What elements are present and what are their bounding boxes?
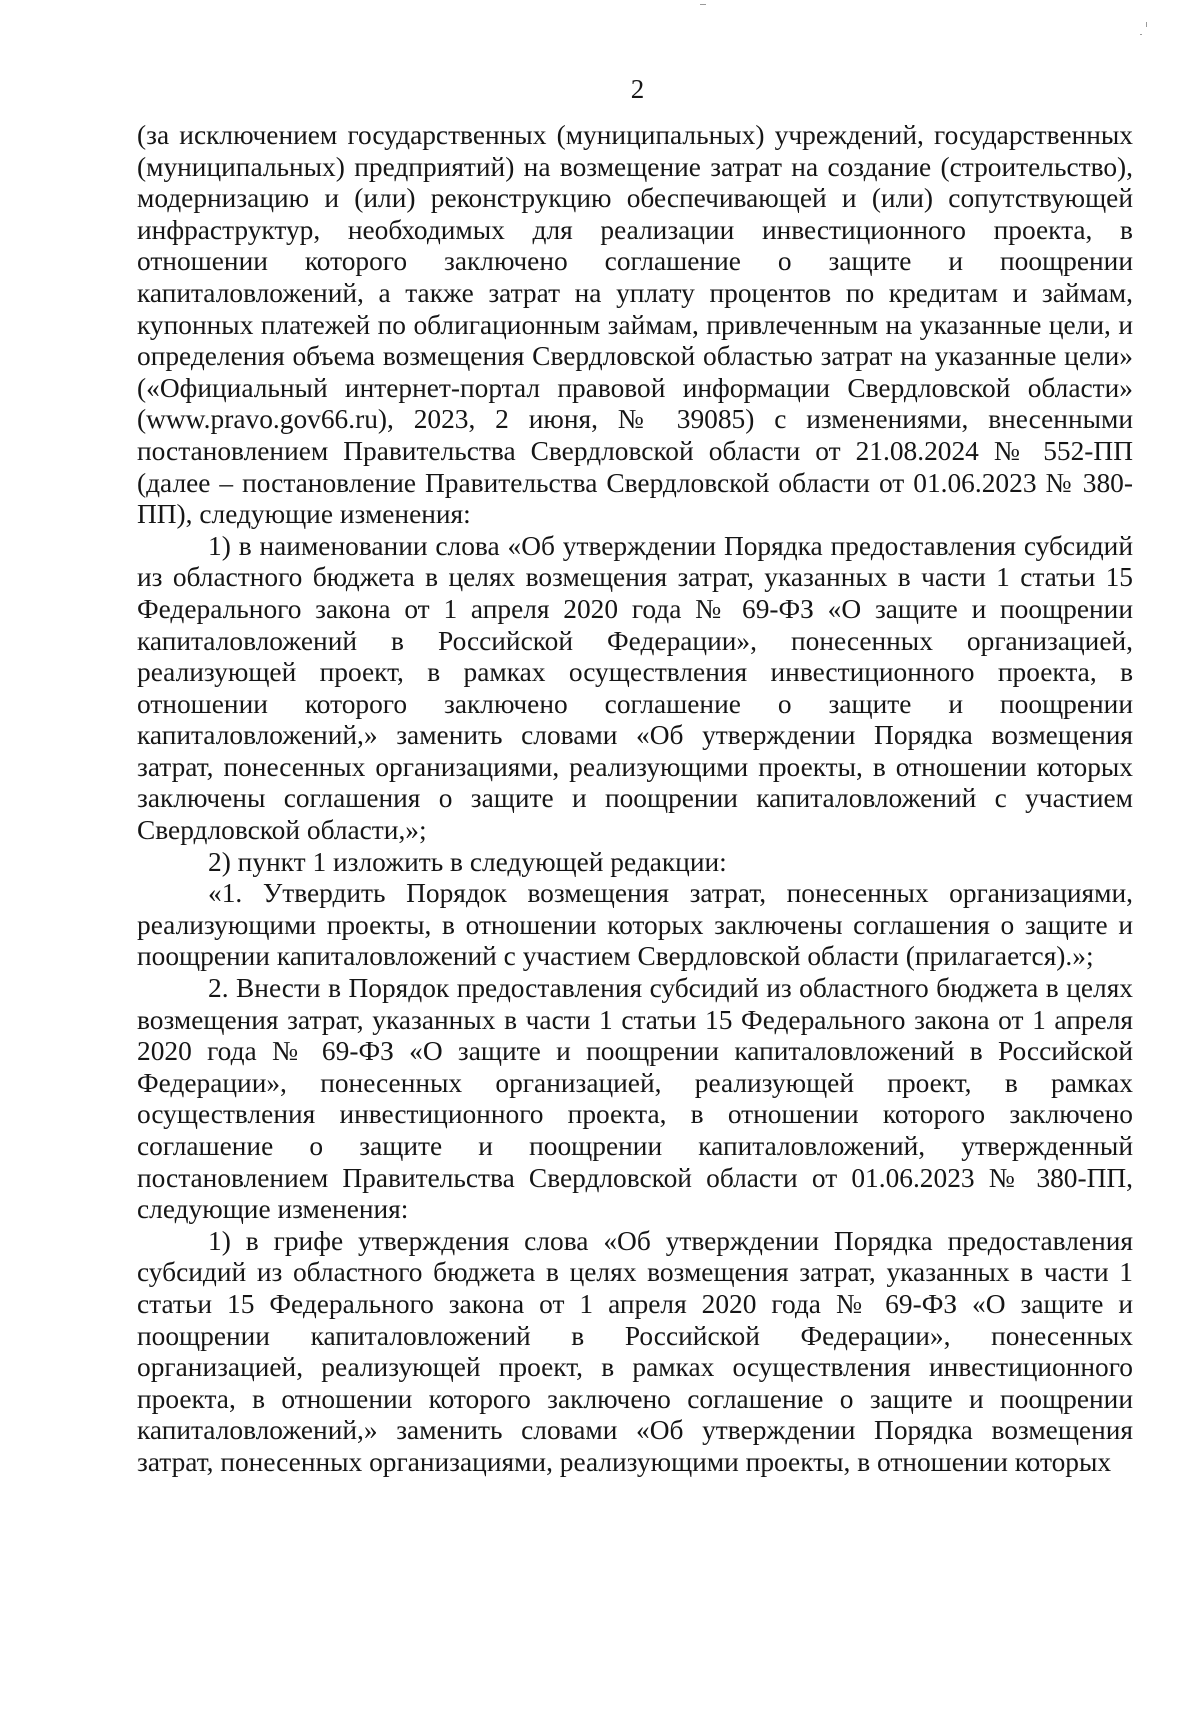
scan-artifact (1140, 34, 1142, 35)
section-2-item-1: 1) в грифе утверждения слова «Об утверждении Порядка предоставления субсидий из областного бюджета в целях возмещения затрат, указанных в части 1 статьи 15 Федерального закона от 1 апреля 2020 года № 69-ФЗ «О защите и поощрении капиталовложений в Российской Федерации», понесенных организацией, реализующей проект, в рамках осуществления инвестиционного проекта, в отношении которого заключено соглашение о защите и поощрении капиталовложений,» заменить словами «Об утверждении Порядка возмещения затрат, понесенных организациями, реализующими проекты, в отношении которых (137, 1225, 1133, 1477)
section-2-paragraph: 2. Внести в Порядок предоставления субсидий из областного бюджета в целях возмещения затрат, указанных в части 1 статьи 15 Федерального закона от 1 апреля 2020 года № 69-ФЗ «О защите и поощрении капиталовложений в Российской Федерации», понесенных организацией, реализующей проект, в рамках осуществления инвестиционного проекта, в отношении которого заключено соглашение о защите и поощрении капиталовложений, утвержденный постановлением Правительства Свердловской области от 01.06.2023 № 380-ПП, следующие изменения: (137, 973, 1133, 1225)
amendment-item-1: 1) в наименовании слова «Об утверждении Порядка предоставления субсидий из областного бюджета в целях возмещения затрат, указанных в части 1 статьи 15 Федерального закона от 1 апреля 2020 года № 69-ФЗ «О защите и поощрении капиталовложений в Российской Федерации», понесенных организацией, реализующей проект, в рамках осуществления инвестиционного проекта, в отношении которого заключено соглашение о защите и поощрении капиталовложений,» заменить словами «Об утверждении Порядка возмещения затрат, понесенных организациями, реализующими проекты, в отношении которых заключены соглашения о защите и поощрении капиталовложений с участием Свердловской области,»; (137, 530, 1133, 846)
intro-paragraph: (за исключением государственных (муниципальных) учреждений, государственных (муниципальных) предприятий) на возмещение затрат на создание (строительство), модернизацию и (или) реконструкцию обеспечивающей и (или) сопутствующей инфраструктур, необходимых для реализации инвестиционного проекта, в отношении которого заключено соглашение о защите и поощрении капиталовложений, а также затрат на уплату процентов по кредитам и займам, купонных платежей по облигационным займам, привлеченным на указанные цели, и определения объема возмещения Свердловской областью затрат на указанные цели» («Официальный интернет-портал правовой информации Свердловской области» (www.pravo.gov66.ru), 2023, 2 июня, № 39085) с изменениями, внесенными постановлением Правительства Свердловской области от 21.08.2024 № 552-ПП (далее – постановление Правительства Свердловской области от 01.06.2023 № 380-ПП), следующие изменения: (137, 120, 1133, 530)
scan-artifact (1146, 22, 1147, 27)
amendment-item-2: 2) пункт 1 изложить в следующей редакции: (208, 846, 727, 877)
amendment-item-2-quote: «1. Утвердить Порядок возмещения затрат, понесенных организациями, реализующими проекты, в отношении которых заключены соглашения о защите и поощрении капиталовложений с участием Свердловской области (прилагается).»; (137, 878, 1133, 972)
scan-artifact (700, 4, 706, 5)
document-body (137, 120, 1133, 1479)
page-number: 2 (630, 74, 645, 104)
